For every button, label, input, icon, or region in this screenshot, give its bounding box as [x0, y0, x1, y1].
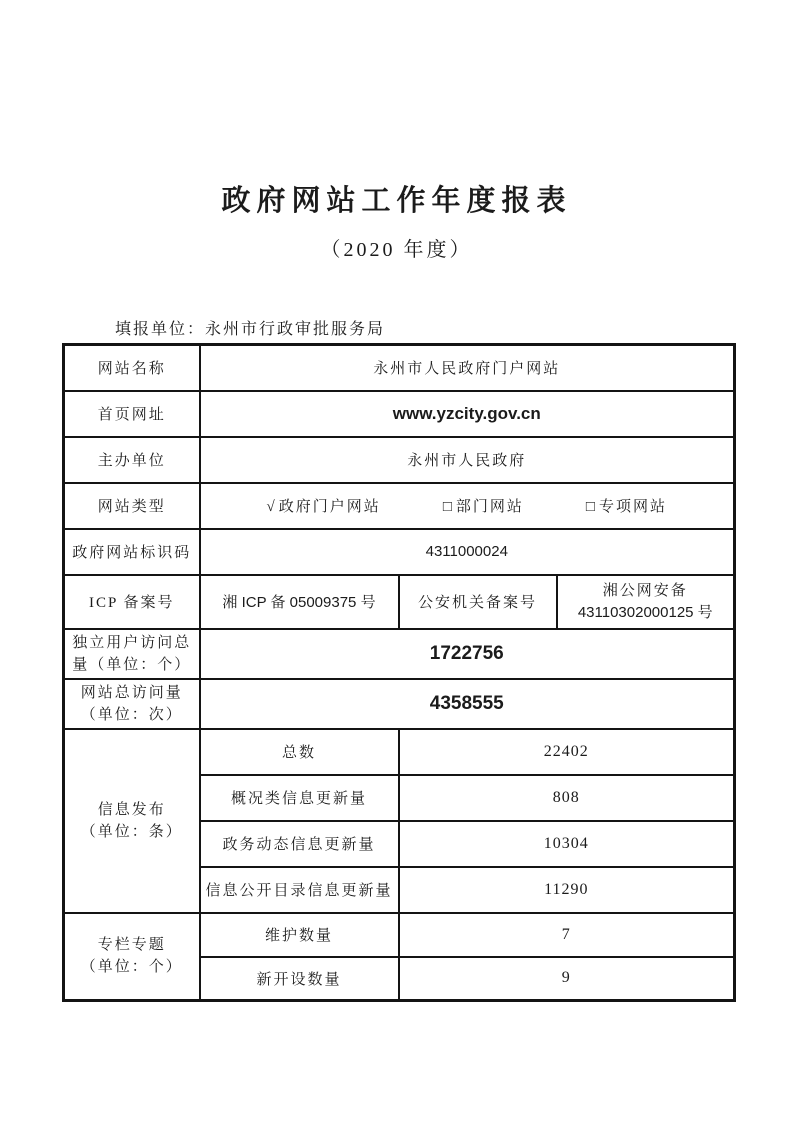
special-new-label-cell: 新开设数量: [200, 957, 399, 1001]
option-gov-portal-site: [267, 495, 381, 516]
organizer-label-cell: 主办单位: [64, 437, 200, 483]
homepage-url-label-cell: 首页网址: [64, 391, 200, 437]
table-row: [64, 679, 735, 729]
site-name-label-cell: 网站名称: [64, 345, 200, 391]
label-line: 量（单位：个）: [72, 656, 192, 673]
info-overview-label-cell: 概况类信息更新量: [200, 775, 399, 821]
info-directory-value-cell: 11290: [399, 867, 735, 913]
unchecked-box-icon: □: [442, 499, 454, 515]
table-row: [64, 575, 735, 629]
label-line: 信息发布: [97, 801, 166, 818]
special-maintained-value-cell: 7: [399, 913, 735, 957]
table-row: [64, 345, 735, 391]
option-department-site: [443, 495, 524, 516]
option-special-site: [586, 495, 667, 516]
site-type-options: [205, 495, 730, 516]
total-visits-value-cell: 4358555: [200, 679, 735, 729]
total-visits-label-cell: [64, 679, 200, 729]
label-line: （单位：次）: [80, 706, 183, 723]
organizer-value-cell: 永州市人民政府: [200, 437, 735, 483]
info-directory-label-cell: 信息公开目录信息更新量: [200, 867, 399, 913]
table-row: [64, 529, 735, 575]
police-filing-value-cell: [557, 575, 735, 629]
annual-report-table: [62, 343, 736, 1002]
unique-visitors-label-cell: [64, 629, 200, 679]
police-filing-line1: 湘公网安备: [602, 582, 688, 599]
info-total-label-cell: 总数: [200, 729, 399, 775]
label-line: （单位：个）: [80, 959, 183, 976]
label-line: （单位：条）: [80, 823, 183, 840]
site-type-value-cell: [200, 483, 735, 529]
page-subtitle: （2020 年度）: [320, 239, 473, 261]
table-row: [64, 729, 735, 775]
special-maintained-label-cell: 维护数量: [200, 913, 399, 957]
info-dynamics-label-cell: 政务动态信息更新量: [200, 821, 399, 867]
unchecked-box-icon: □: [585, 499, 597, 515]
site-name-value-cell: 永州市人民政府门户网站: [200, 345, 735, 391]
site-code-label-cell: 政府网站标识码: [64, 529, 200, 575]
reporting-unit-line: [115, 316, 793, 339]
reporting-unit-label: 填报单位：: [115, 321, 206, 338]
unique-visitors-value-cell: 1722756: [200, 629, 735, 679]
site-code-value-cell: 4311000024: [200, 529, 735, 575]
info-overview-value-cell: 808: [399, 775, 735, 821]
special-columns-group-label-cell: [64, 913, 200, 1001]
police-filing-line2: 43110302000125 号: [577, 603, 713, 621]
site-type-label-cell: 网站类型: [64, 483, 200, 529]
table-row: [64, 913, 735, 957]
info-dynamics-value-cell: 10304: [399, 821, 735, 867]
label-line: 网站总访问量: [80, 684, 183, 701]
option-label: 政府门户网站: [278, 499, 381, 515]
info-publish-group-label-cell: [64, 729, 200, 913]
special-new-value-cell: 9: [399, 957, 735, 1001]
option-label: 部门网站: [455, 499, 524, 515]
reporting-unit-value: 永州市行政审批服务局: [205, 321, 386, 338]
checked-mark-icon: √: [266, 499, 277, 515]
police-filing-label-cell: 公安机关备案号: [399, 575, 557, 629]
icp-value-cell: 湘 ICP 备 05009375 号: [200, 575, 399, 629]
table-row: [64, 629, 735, 679]
label-line: 专栏专题: [97, 937, 166, 954]
table-row: [64, 437, 735, 483]
table-row: [64, 483, 735, 529]
homepage-url-value-cell: www.yzcity.gov.cn: [200, 391, 735, 437]
option-label: 专项网站: [598, 499, 667, 515]
icp-label-cell: ICP 备案号: [64, 575, 200, 629]
page-title: 政府网站工作年度报表: [221, 185, 572, 217]
table-row: [64, 391, 735, 437]
info-total-value-cell: 22402: [399, 729, 735, 775]
label-line: 独立用户访问总: [72, 634, 192, 651]
